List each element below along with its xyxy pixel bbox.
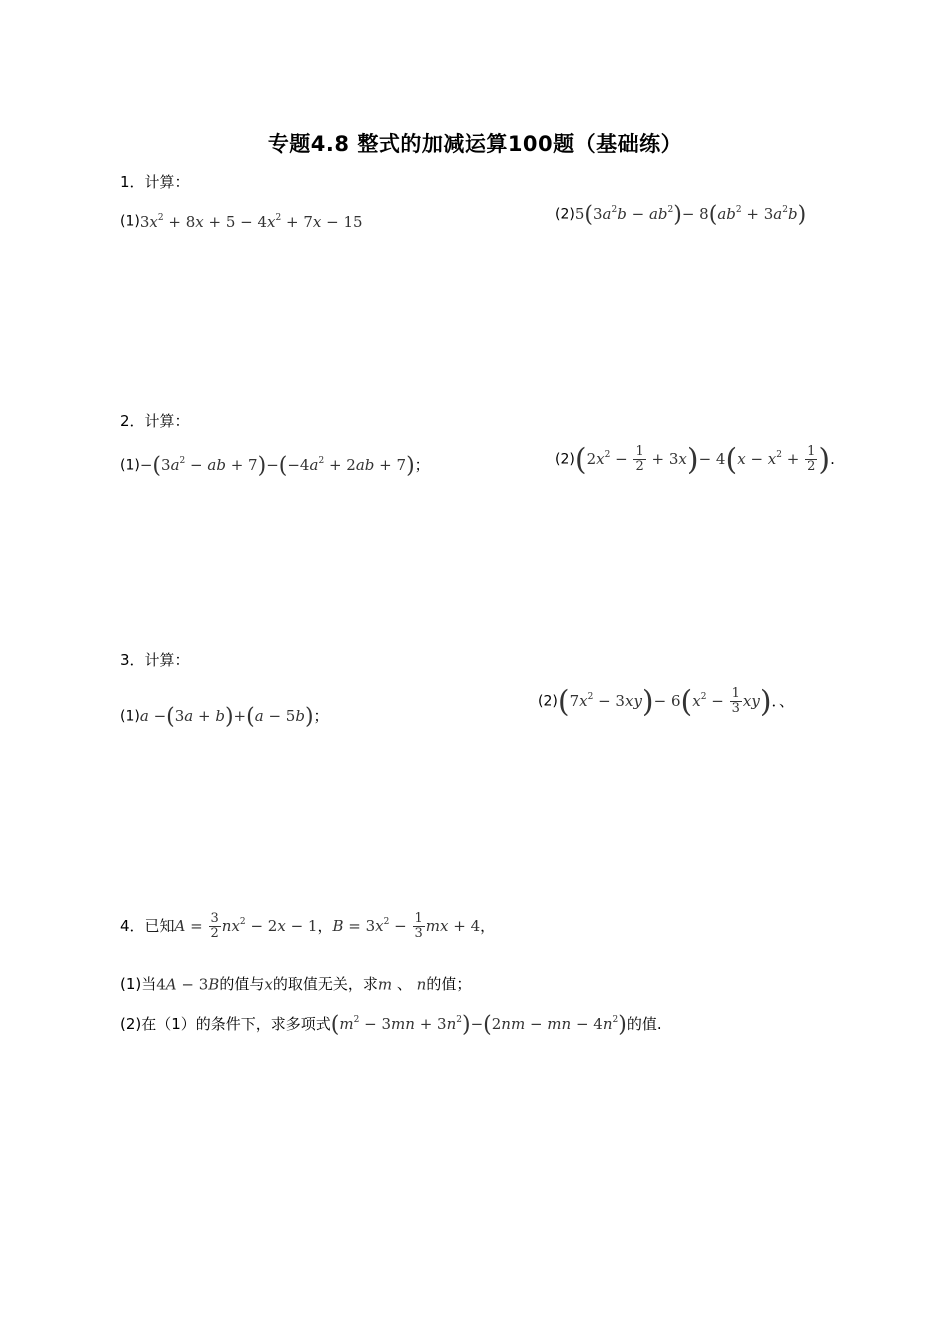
page-title: 专题4.8 整式的加减运算100题（基础练） [267,132,683,156]
question-4-part-1 [120,973,471,994]
expression: $3x^2 + 8x + 5 - 4x^2 + 7x - 15$ [139,212,363,231]
expression-a: A = $\frac{3}{2}$ $nx^2 - 2x - 1$ [174,911,318,941]
question-4-given [120,912,495,941]
expression: $(m^2 - 3mn + 3n^2)-(2nm$ − mn − $4n^2$) [330,1012,627,1037]
part-label: (2) [555,451,575,468]
question-4-part-2 [120,1012,662,1037]
expression: 4A − 3B [156,975,220,994]
expression: $-(3a^2$ − ab + $7)-(-4a^2 + 2ab + 7)$ [139,453,415,478]
part-label: (2) [555,206,575,223]
expression: ($2x^2$ − $\frac{1}{2}$ + $3x)- 4(x - x^2$ + $\frac{1}{2}$ ) [574,442,831,477]
part-label: (1) [120,457,140,474]
variable-n: n [416,975,427,994]
text: (1)当 [120,975,157,993]
question-1-part-1 [120,212,363,231]
expression: $(7x^2 - 3xy)- 6(x^2$ − $\frac{1}{3}$ xy) [557,684,772,719]
part-label: (1) [120,213,140,230]
text: 的值. [626,1015,662,1033]
punctuation: . [830,450,835,468]
part-label: (1) [120,708,140,725]
question-3-part-1 [120,704,329,729]
expression: a −(3a + b)+(a − 5b) [139,704,314,729]
expression-b: $B = 3x^2$ − $\frac{1}{3}$ mx + 4 [332,911,481,941]
text: 的值； [426,975,472,993]
variable-x: x [264,975,273,994]
punctuation: ， [480,917,496,935]
text: 的值与 [219,975,265,993]
variable-m: m [377,975,393,994]
question-1-part-2 [555,202,806,227]
punctuation: ； [313,707,329,725]
text: (2)在（1）的条件下，求多项式 [120,1015,331,1033]
expression: $5(3a^2b - ab^2)- 8(ab^2 + 3a^2b)$ [574,202,807,227]
question-2-heading: 2．计算： [120,412,190,430]
question-4-prefix: 4．已知 [120,917,175,935]
question-3-heading: 3．计算： [120,651,190,669]
question-2-part-1 [120,453,430,478]
part-label: (2) [538,693,558,710]
text: 、 [396,975,412,993]
punctuation: ．、 [771,692,795,710]
question-2-part-2 [555,442,835,477]
text: 的取值无关，求 [272,975,378,993]
punctuation: ， [317,917,333,935]
question-3-part-2 [538,684,794,719]
question-1-heading: 1．计算： [120,173,190,191]
punctuation: ； [414,456,430,474]
